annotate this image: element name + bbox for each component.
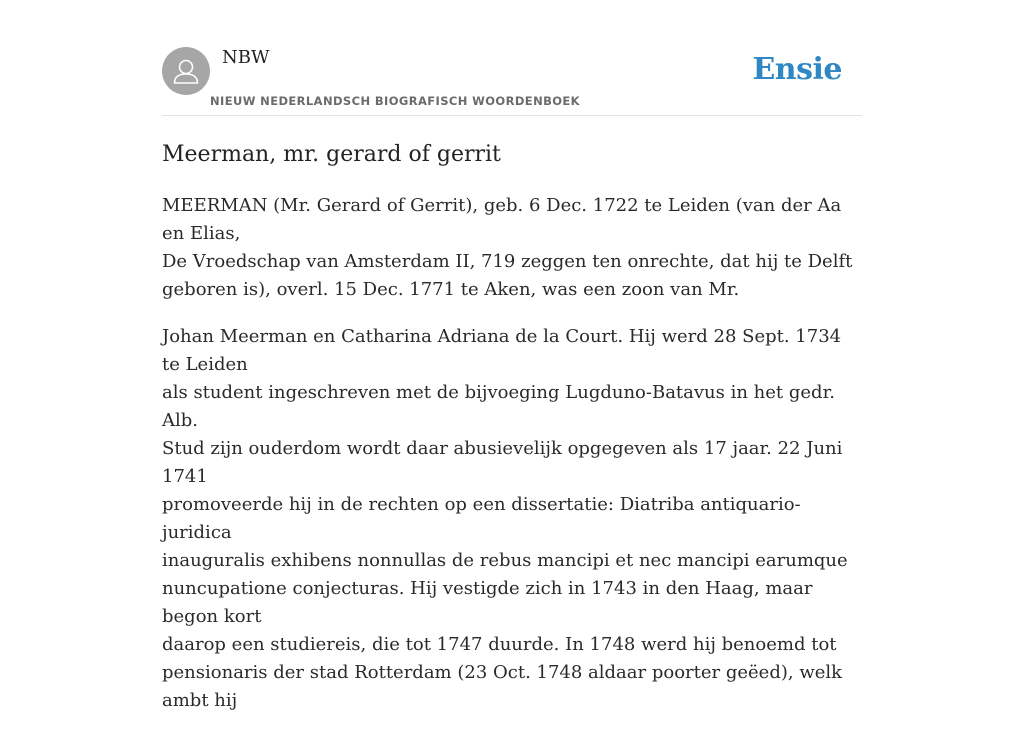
text-line: promoveerde hij in de rechten op een dissertatie: Diatriba antiquario-juridica <box>162 494 801 543</box>
source-name[interactable]: NBW <box>222 47 270 68</box>
text-line: Stud zijn ouderdom wordt daar abusievelijk opgegeven als 17 jaar. 22 Juni 1741 <box>162 438 843 487</box>
text-line: MEERMAN (Mr. Gerard of Gerrit), geb. 6 Dec. 1722 te Leiden (van der Aa en Elias, <box>162 195 842 244</box>
text-line: daarop een studiereis, die tot 1747 duurde. In 1748 werd hij benoemd tot <box>162 634 837 655</box>
article-body <box>162 192 862 734</box>
text-line: geboren is), overl. 15 Dec. 1771 te Aken, was een zoon van Mr. <box>162 279 740 300</box>
text-line: nuncupatione conjecturas. Hij vestigde zich in 1743 in den Haag, maar begon kort <box>162 578 813 627</box>
source-subtitle: NIEUW NEDERLANDSCH BIOGRAFISCH WOORDENBOEK <box>210 94 580 108</box>
text-line: inauguralis exhibens nonnullas de rebus mancipi et nec mancipi earumque <box>162 550 848 571</box>
brand-logo[interactable]: Ensie <box>752 52 842 87</box>
text-line: De Vroedschap van Amsterdam II, 719 zeggen ten onrechte, dat hij te Delft <box>162 251 853 272</box>
article-paragraph <box>162 192 862 304</box>
text-line: pensionaris der stad Rotterdam (23 Oct. 1748 aldaar poorter geëed), welk ambt hij <box>162 662 843 711</box>
user-placeholder-icon <box>162 47 210 95</box>
source-header <box>162 46 862 116</box>
avatar[interactable] <box>162 47 210 95</box>
article-paragraph <box>162 323 862 715</box>
text-line: Johan Meerman en Catharina Adriana de la Court. Hij werd 28 Sept. 1734 te Leiden <box>162 326 842 375</box>
text-line: als student ingeschreven met de bijvoeging Lugduno-Batavus in het gedr. Alb. <box>162 382 835 431</box>
article-title: Meerman, mr. gerard of gerrit <box>162 142 501 167</box>
